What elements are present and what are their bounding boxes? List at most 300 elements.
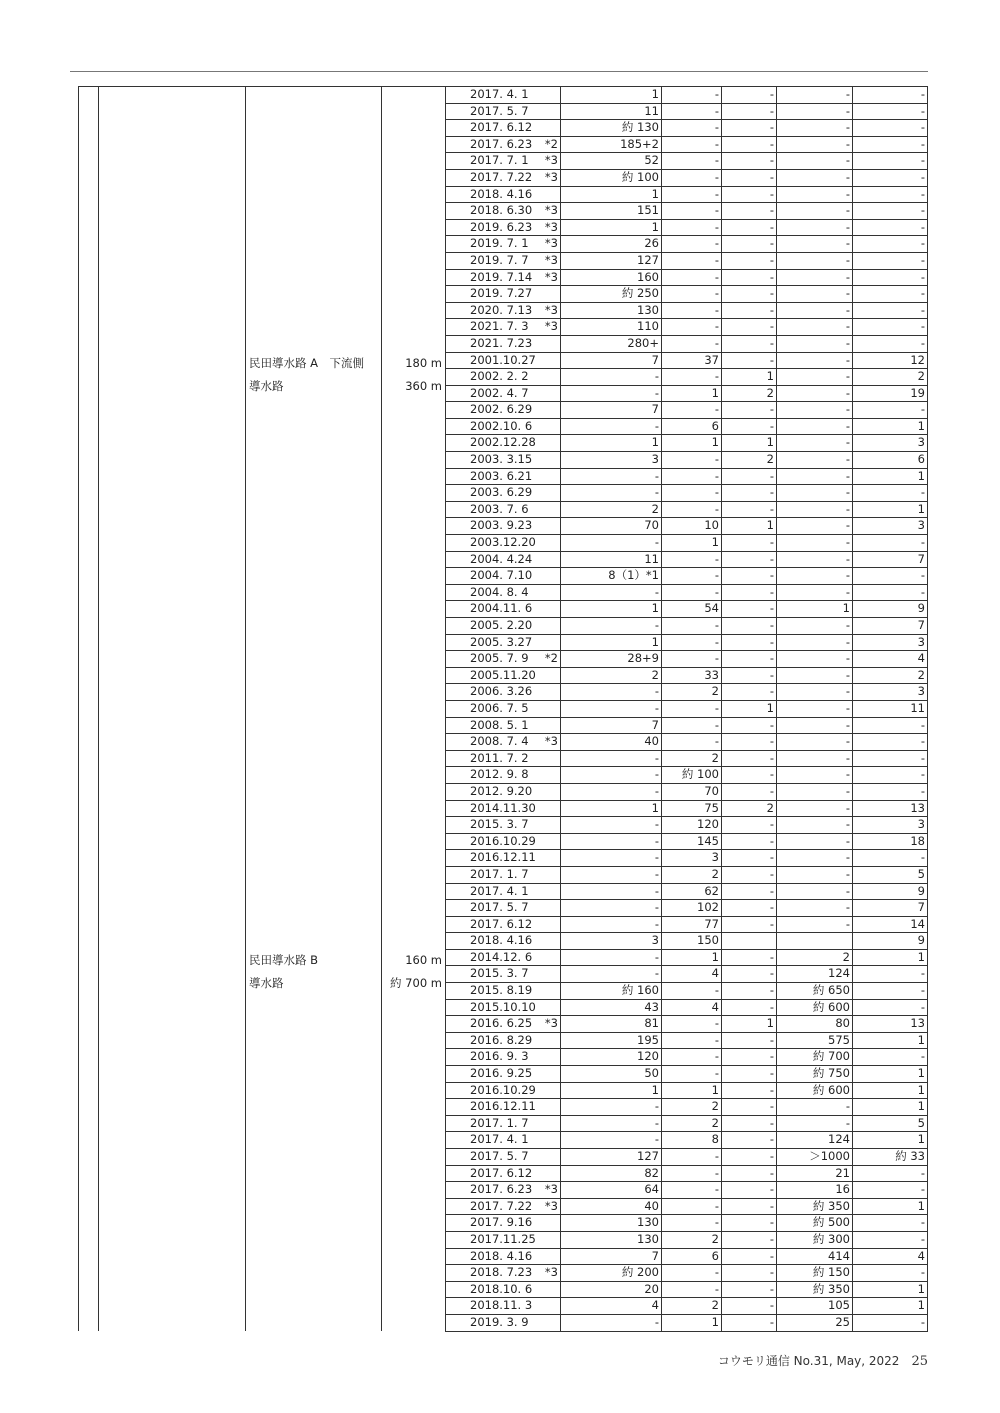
count-species-3: - [722, 219, 777, 236]
count-species-1: 64 [561, 1182, 662, 1199]
count-species-4: - [777, 418, 853, 435]
count-species-4: - [777, 916, 853, 933]
count-species-5: 5 [853, 1115, 928, 1132]
count-species-1: 110 [561, 319, 662, 336]
note-mark [536, 817, 561, 834]
note-mark [536, 1314, 561, 1331]
count-species-4: 約 750 [777, 1066, 853, 1083]
note-mark: *3 [536, 236, 561, 253]
survey-date: 2001.10.27 [446, 352, 536, 369]
count-species-5: - [853, 136, 928, 153]
count-species-1: 1 [561, 1082, 662, 1099]
count-species-3: - [722, 568, 777, 585]
note-mark: *3 [536, 252, 561, 269]
note-mark [536, 966, 561, 983]
count-species-5: - [853, 485, 928, 502]
count-species-3: 2 [722, 385, 777, 402]
count-species-4: - [777, 584, 853, 601]
survey-date: 2017. 5. 7 [446, 1149, 536, 1166]
note-mark: *3 [536, 169, 561, 186]
count-species-5: 1 [853, 1198, 928, 1215]
count-species-2: 4 [662, 999, 722, 1016]
count-species-5: - [853, 236, 928, 253]
survey-date: 2015. 3. 7 [446, 817, 536, 834]
count-species-1: - [561, 700, 662, 717]
note-mark [536, 1049, 561, 1066]
count-species-5: - [853, 535, 928, 552]
survey-date: 2008. 7. 4 [446, 734, 536, 751]
count-species-3: - [722, 1082, 777, 1099]
count-species-2: - [662, 402, 722, 419]
note-mark [536, 1132, 561, 1149]
count-species-1: 120 [561, 1049, 662, 1066]
count-species-5: 3 [853, 435, 928, 452]
count-species-5: - [853, 850, 928, 867]
count-species-1: 2 [561, 667, 662, 684]
count-species-4: - [777, 750, 853, 767]
count-species-2: - [662, 452, 722, 469]
count-species-2: 1 [662, 385, 722, 402]
count-species-4: - [777, 717, 853, 734]
count-species-3: - [722, 883, 777, 900]
count-species-3: - [722, 286, 777, 303]
count-species-3: - [722, 1049, 777, 1066]
count-species-4: - [777, 883, 853, 900]
count-species-3 [722, 933, 777, 950]
site-length: 180 m [405, 356, 442, 370]
survey-date: 2019. 7. 7 [446, 252, 536, 269]
count-species-3: - [722, 319, 777, 336]
count-species-1: 7 [561, 1248, 662, 1265]
count-species-1: 約 130 [561, 120, 662, 137]
count-species-1: - [561, 900, 662, 917]
count-species-2: 10 [662, 518, 722, 535]
count-species-4: 約 500 [777, 1215, 853, 1232]
count-species-4: - [777, 518, 853, 535]
count-species-3: - [722, 949, 777, 966]
survey-date: 2017. 1. 7 [446, 1115, 536, 1132]
count-species-4: - [777, 302, 853, 319]
count-species-2: - [662, 1165, 722, 1182]
site-length-total: 360 m [405, 379, 442, 393]
count-species-3: - [722, 584, 777, 601]
count-species-3: - [722, 750, 777, 767]
count-species-1: - [561, 850, 662, 867]
count-species-3: - [722, 767, 777, 784]
count-species-2: - [662, 302, 722, 319]
count-species-2: 1 [662, 535, 722, 552]
survey-date: 2017. 9.16 [446, 1215, 536, 1232]
note-mark [536, 1082, 561, 1099]
note-mark: *3 [536, 302, 561, 319]
count-species-5: 2 [853, 369, 928, 386]
survey-date: 2011. 7. 2 [446, 750, 536, 767]
count-species-5: - [853, 1049, 928, 1066]
count-species-4: 約 700 [777, 1049, 853, 1066]
survey-date: 2020. 7.13 [446, 302, 536, 319]
count-species-2: - [662, 485, 722, 502]
survey-date: 2002. 6.29 [446, 402, 536, 419]
survey-date: 2014.11.30 [446, 800, 536, 817]
note-mark [536, 900, 561, 917]
count-species-1: 195 [561, 1032, 662, 1049]
note-mark: *3 [536, 1198, 561, 1215]
count-species-1: 1 [561, 601, 662, 618]
count-species-4: - [777, 850, 853, 867]
count-species-4: 約 600 [777, 1082, 853, 1099]
count-species-2: - [662, 717, 722, 734]
count-species-4: 80 [777, 1016, 853, 1033]
count-species-1: - [561, 385, 662, 402]
count-species-1: - [561, 369, 662, 386]
count-species-4: 414 [777, 1248, 853, 1265]
count-species-3: - [722, 1182, 777, 1199]
count-species-1: - [561, 584, 662, 601]
note-mark [536, 452, 561, 469]
count-species-3: - [722, 1298, 777, 1315]
count-species-1: - [561, 916, 662, 933]
count-species-1: - [561, 883, 662, 900]
count-species-2: 37 [662, 352, 722, 369]
count-species-5: 1 [853, 418, 928, 435]
count-species-1: 28+9 [561, 651, 662, 668]
count-species-1: 2 [561, 501, 662, 518]
count-species-5: - [853, 767, 928, 784]
note-mark [536, 1231, 561, 1248]
count-species-2: 70 [662, 783, 722, 800]
count-species-2: 75 [662, 800, 722, 817]
note-mark [536, 700, 561, 717]
count-species-4: - [777, 700, 853, 717]
count-species-5: - [853, 269, 928, 286]
note-mark: *3 [536, 153, 561, 170]
count-species-5: - [853, 717, 928, 734]
count-species-4: 約 350 [777, 1198, 853, 1215]
count-species-5: 7 [853, 551, 928, 568]
survey-date: 2006. 7. 5 [446, 700, 536, 717]
count-species-4: - [777, 634, 853, 651]
count-species-5: 9 [853, 933, 928, 950]
count-species-2: 145 [662, 833, 722, 850]
count-species-5: 11 [853, 700, 928, 717]
count-species-4: - [777, 452, 853, 469]
count-species-2: - [662, 1182, 722, 1199]
count-species-5: 13 [853, 800, 928, 817]
survey-date: 2005.11.20 [446, 667, 536, 684]
count-species-1: 1 [561, 87, 662, 104]
survey-date: 2015. 8.19 [446, 983, 536, 1000]
count-species-3: - [722, 1231, 777, 1248]
site-length-cell [382, 87, 446, 353]
survey-date: 2017. 4. 1 [446, 1132, 536, 1149]
note-mark [536, 750, 561, 767]
count-species-2: - [662, 120, 722, 137]
count-species-3: - [722, 634, 777, 651]
count-species-1: 約 160 [561, 983, 662, 1000]
count-species-5: - [853, 302, 928, 319]
survey-date: 2005. 2.20 [446, 618, 536, 635]
count-species-4: 1 [777, 601, 853, 618]
count-species-3: - [722, 352, 777, 369]
count-species-1: 1 [561, 219, 662, 236]
count-species-2: - [662, 551, 722, 568]
count-species-3: 1 [722, 435, 777, 452]
count-species-3: - [722, 900, 777, 917]
note-mark [536, 1066, 561, 1083]
count-species-1: 11 [561, 551, 662, 568]
count-species-1: - [561, 485, 662, 502]
count-species-3: - [722, 485, 777, 502]
count-species-5: 3 [853, 684, 928, 701]
count-species-2: - [662, 501, 722, 518]
count-species-5: - [853, 319, 928, 336]
count-species-1: 20 [561, 1281, 662, 1298]
count-species-1: - [561, 866, 662, 883]
count-species-1: - [561, 418, 662, 435]
count-species-4: - [777, 252, 853, 269]
count-species-3: - [722, 236, 777, 253]
note-mark [536, 485, 561, 502]
count-species-2: 1 [662, 949, 722, 966]
survey-date: 2015.10.10 [446, 999, 536, 1016]
survey-date: 2012. 9. 8 [446, 767, 536, 784]
count-species-1: 43 [561, 999, 662, 1016]
site-type: 導水路 [249, 976, 284, 991]
count-species-5: 18 [853, 833, 928, 850]
count-species-5: 1 [853, 501, 928, 518]
count-species-3: - [722, 966, 777, 983]
count-species-4: 21 [777, 1165, 853, 1182]
count-species-3: - [722, 203, 777, 220]
top-rule [70, 71, 928, 72]
page-footer [718, 1352, 928, 1369]
note-mark [536, 933, 561, 950]
site-name-cell [246, 949, 382, 1331]
note-mark [536, 999, 561, 1016]
note-mark [536, 866, 561, 883]
site-length: 160 m [405, 953, 442, 968]
count-species-3: - [722, 136, 777, 153]
count-species-2: 54 [662, 601, 722, 618]
count-species-3: 1 [722, 518, 777, 535]
count-species-2: 3 [662, 850, 722, 867]
count-species-2: - [662, 203, 722, 220]
note-mark [536, 1281, 561, 1298]
survey-date: 2021. 7.23 [446, 335, 536, 352]
survey-date: 2015. 3. 7 [446, 966, 536, 983]
count-species-3: - [722, 1215, 777, 1232]
count-species-2: 1 [662, 435, 722, 452]
note-mark [536, 684, 561, 701]
count-species-1: 7 [561, 402, 662, 419]
count-species-1: - [561, 1132, 662, 1149]
count-species-2: - [662, 634, 722, 651]
survey-date: 2018. 4.16 [446, 186, 536, 203]
count-species-2: 33 [662, 667, 722, 684]
count-species-2: 2 [662, 1298, 722, 1315]
count-species-2: 120 [662, 817, 722, 834]
count-species-4: - [777, 352, 853, 369]
count-species-1: 160 [561, 269, 662, 286]
count-species-4: 124 [777, 966, 853, 983]
survey-date: 2019. 7.14 [446, 269, 536, 286]
count-species-3: - [722, 153, 777, 170]
count-species-4: - [777, 435, 853, 452]
count-species-3: - [722, 850, 777, 867]
count-species-3: - [722, 269, 777, 286]
count-species-3: - [722, 252, 777, 269]
survey-date: 2004. 7.10 [446, 568, 536, 585]
site-name-cell [246, 87, 382, 353]
survey-date: 2016. 9. 3 [446, 1049, 536, 1066]
count-species-5: - [853, 1231, 928, 1248]
note-mark [536, 783, 561, 800]
count-species-4: 2 [777, 949, 853, 966]
count-species-5: - [853, 1215, 928, 1232]
count-species-1: - [561, 535, 662, 552]
note-mark [536, 352, 561, 369]
count-species-5: - [853, 783, 928, 800]
survey-date: 2017. 6.12 [446, 916, 536, 933]
count-species-1: 52 [561, 153, 662, 170]
note-mark [536, 501, 561, 518]
count-species-1: 3 [561, 933, 662, 950]
survey-date: 2017. 6.12 [446, 1165, 536, 1182]
count-species-3: - [722, 1248, 777, 1265]
note-mark [536, 767, 561, 784]
count-species-3: - [722, 501, 777, 518]
count-species-4: 約 150 [777, 1265, 853, 1282]
count-species-4: - [777, 485, 853, 502]
count-species-1: 4 [561, 1298, 662, 1315]
count-species-4: - [777, 286, 853, 303]
count-species-1: 130 [561, 1231, 662, 1248]
count-species-1: - [561, 1099, 662, 1116]
count-species-2: - [662, 651, 722, 668]
count-species-2: - [662, 186, 722, 203]
count-species-1: - [561, 949, 662, 966]
note-mark: *3 [536, 269, 561, 286]
count-species-1: - [561, 750, 662, 767]
count-species-2: - [662, 252, 722, 269]
note-mark [536, 667, 561, 684]
count-species-5: - [853, 203, 928, 220]
count-species-1: 7 [561, 352, 662, 369]
note-mark [536, 418, 561, 435]
count-species-5: - [853, 983, 928, 1000]
count-species-3: - [722, 817, 777, 834]
count-species-2: 2 [662, 1231, 722, 1248]
count-species-5: 6 [853, 452, 928, 469]
count-species-2: - [662, 136, 722, 153]
note-mark [536, 87, 561, 104]
count-species-2: - [662, 983, 722, 1000]
count-species-2: 2 [662, 1099, 722, 1116]
site-length-total: 約 700 m [390, 976, 442, 991]
survey-date: 2002. 2. 2 [446, 369, 536, 386]
count-species-5: 3 [853, 634, 928, 651]
count-species-3: - [722, 684, 777, 701]
note-mark [536, 1032, 561, 1049]
site-name: 民田導水路 B [249, 953, 319, 968]
count-species-5: - [853, 402, 928, 419]
count-species-4: - [777, 319, 853, 336]
count-species-2: - [662, 286, 722, 303]
count-species-4: - [777, 667, 853, 684]
count-species-4: 124 [777, 1132, 853, 1149]
survey-date: 2006. 3.26 [446, 684, 536, 701]
survey-date: 2003. 7. 6 [446, 501, 536, 518]
count-species-5: - [853, 1165, 928, 1182]
survey-date: 2003. 6.21 [446, 468, 536, 485]
count-species-1: 130 [561, 1215, 662, 1232]
count-species-2: - [662, 1198, 722, 1215]
survey-date: 2012. 9.20 [446, 783, 536, 800]
count-species-4: - [777, 501, 853, 518]
survey-date: 2017. 6.23 [446, 1182, 536, 1199]
count-species-1: 130 [561, 302, 662, 319]
count-species-5: 4 [853, 1248, 928, 1265]
note-mark [536, 800, 561, 817]
count-species-1: 7 [561, 717, 662, 734]
site-name-cell [246, 352, 382, 949]
survey-date: 2004. 4.24 [446, 551, 536, 568]
count-species-1: - [561, 817, 662, 834]
count-species-4: - [777, 833, 853, 850]
count-species-3: - [722, 833, 777, 850]
count-species-4: - [777, 767, 853, 784]
count-species-4: - [777, 1115, 853, 1132]
count-species-2: - [662, 169, 722, 186]
count-species-4: - [777, 684, 853, 701]
count-species-4: - [777, 236, 853, 253]
count-species-2: 8 [662, 1132, 722, 1149]
count-species-5: - [853, 286, 928, 303]
count-species-3: - [722, 866, 777, 883]
count-species-5: - [853, 1182, 928, 1199]
note-mark [536, 1115, 561, 1132]
survey-date: 2017. 4. 1 [446, 87, 536, 104]
count-species-4: - [777, 169, 853, 186]
count-species-5: - [853, 252, 928, 269]
count-species-2: 62 [662, 883, 722, 900]
count-species-1: 約 200 [561, 1265, 662, 1282]
count-species-5: - [853, 734, 928, 751]
count-species-2: 2 [662, 866, 722, 883]
note-mark [536, 1149, 561, 1166]
survey-date: 2016. 8.29 [446, 1032, 536, 1049]
count-species-3: - [722, 1066, 777, 1083]
note-mark: *3 [536, 1265, 561, 1282]
count-species-3: - [722, 1281, 777, 1298]
survey-date: 2004. 8. 4 [446, 584, 536, 601]
count-species-4: - [777, 551, 853, 568]
survey-date: 2018. 4.16 [446, 933, 536, 950]
count-species-3: 1 [722, 700, 777, 717]
count-species-1: 185+2 [561, 136, 662, 153]
journal-name: コウモリ通信 No.31, May, 2022 [717, 1354, 900, 1368]
survey-date: 2016.12.11 [446, 850, 536, 867]
site-length-cell [382, 352, 446, 949]
survey-date: 2017. 6.23 [446, 136, 536, 153]
note-mark [536, 103, 561, 120]
count-species-2: - [662, 568, 722, 585]
survey-date: 2017. 5. 7 [446, 103, 536, 120]
count-species-4: - [777, 535, 853, 552]
survey-date: 2003. 9.23 [446, 518, 536, 535]
count-species-5: - [853, 120, 928, 137]
count-species-2: 約 100 [662, 767, 722, 784]
